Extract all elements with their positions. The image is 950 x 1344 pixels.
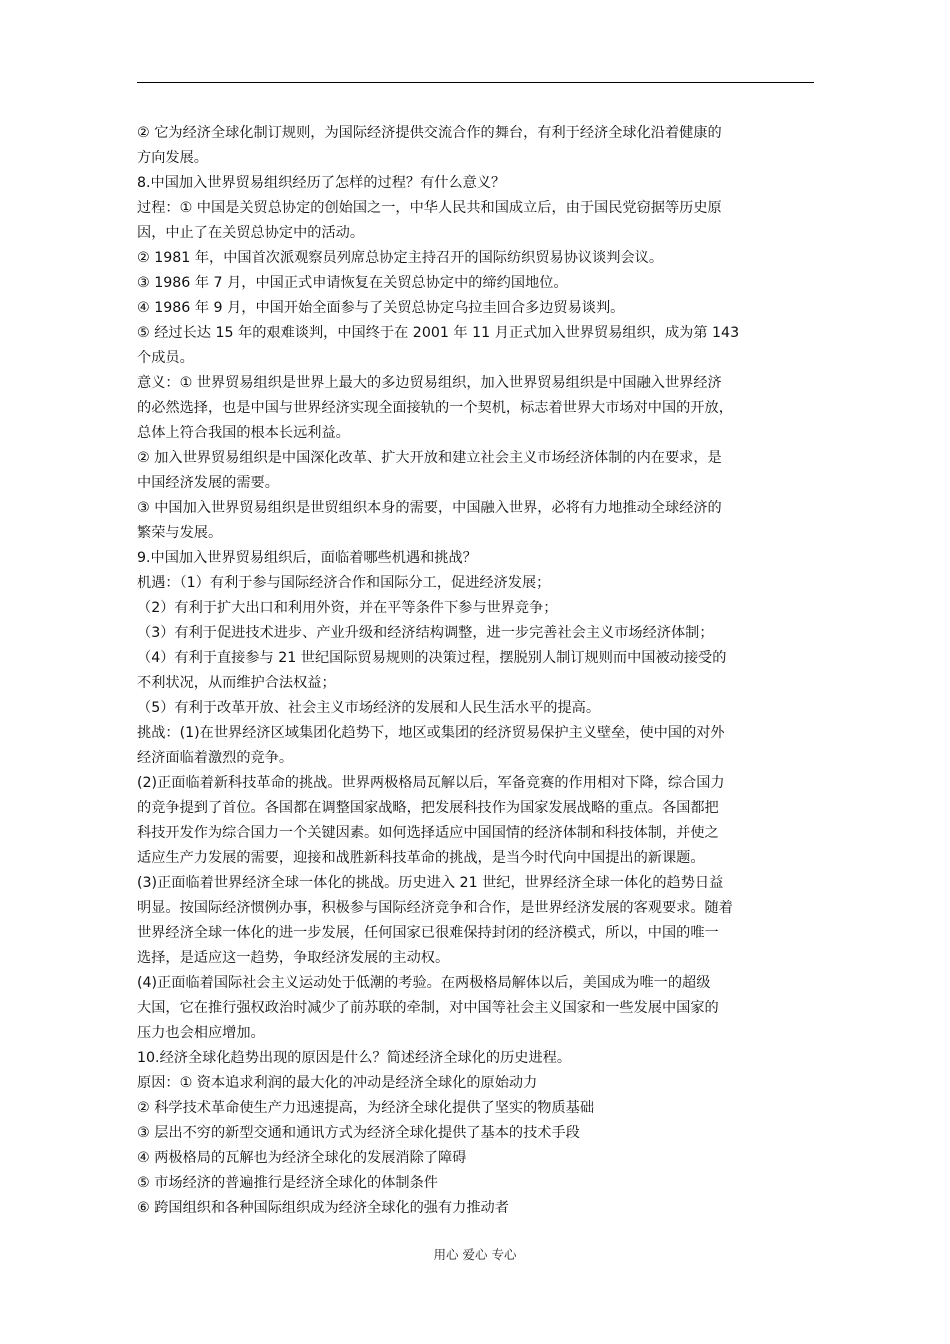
text-line: （4）有利于直接参与 21 世纪国际贸易规则的决策过程，摆脱别人制订规则而中国被动接受的 bbox=[137, 650, 727, 666]
text-line: ② 加入世界贸易组织是中国深化改革、扩大开放和建立社会主义市场经济体制的内在要求，是 bbox=[137, 450, 722, 466]
text-line: (3)正面临着世界经济全球一体化的挑战。历史进入 21 世纪，世界经济全球一体化的趋势日益 bbox=[137, 875, 724, 891]
text-line: 过程：① 中国是关贸总协定的创始国之一，中华人民共和国成立后，由于国民党窃据等历史原 bbox=[137, 200, 722, 216]
document-body bbox=[137, 121, 817, 1221]
header-rule bbox=[137, 82, 814, 83]
text-line: （2）有利于扩大出口和利用外资，并在平等条件下参与世界竞争； bbox=[137, 600, 558, 616]
text-line: 意义：① 世界贸易组织是世界上最大的多边贸易组织，加入世界贸易组织是中国融入世界经济 bbox=[137, 375, 722, 391]
text-line: 机遇：（1）有利于参与国际经济合作和国际分工，促进经济发展； bbox=[137, 575, 551, 591]
text-line: ⑤ 经过长达 15 年的艰难谈判，中国终于在 2001 年 11 月正式加入世界贸易组织，成为第 143 bbox=[137, 325, 740, 341]
text-line: ⑥ 跨国组织和各种国际组织成为经济全球化的强有力推动者 bbox=[137, 1200, 509, 1216]
text-line: 科技开发作为综合国力一个关键因素。如何选择适应中国国情的经济体制和科技体制，并使之 bbox=[137, 825, 719, 841]
text-line: 的竞争提到了首位。各国都在调整国家战略，把发展科技作为国家发展战略的重点。各国都把 bbox=[137, 800, 719, 816]
text-line: 原因：① 资本追求利润的最大化的冲动是经济全球化的原始动力 bbox=[137, 1075, 538, 1091]
text-line: 大国，它在推行强权政治时减少了前苏联的牵制，对中国等社会主义国家和一些发展中国家的 bbox=[137, 1000, 719, 1016]
text-line: 不利状况，从而维护合法权益； bbox=[137, 675, 336, 691]
text-line: 世界经济全球一体化的进一步发展，任何国家已很难保持封闭的经济模式，所以，中国的唯一 bbox=[137, 925, 719, 941]
text-line: 方向发展。 bbox=[137, 150, 208, 166]
text-line: ③ 1986 年 7 月，中国正式申请恢复在关贸总协定中的缔约国地位。 bbox=[137, 275, 568, 291]
text-line: 繁荣与发展。 bbox=[137, 525, 223, 541]
text-line: ② 1981 年，中国首次派观察员列席总协定主持召开的国际纺织贸易协议谈判会议。 bbox=[137, 250, 664, 266]
text-line: ④ 1986 年 9 月，中国开始全面参与了关贸总协定乌拉圭回合多边贸易谈判。 bbox=[137, 300, 625, 316]
text-line: 选择，是适应这一趋势，争取经济发展的主动权。 bbox=[137, 950, 450, 966]
text-line: （3）有利于促进技术进步、产业升级和经济结构调整，进一步完善社会主义市场经济体制； bbox=[137, 625, 714, 641]
text-line: 明显。按国际经济惯例办事，积极参与国际经济竞争和合作，是世界经济发展的客观要求。随着 bbox=[137, 900, 733, 916]
text-line: ② 它为经济全球化制订规则，为国际经济提供交流合作的舞台，有利于经济全球化沿着健康的 bbox=[137, 125, 722, 141]
text-line: 9.中国加入世界贸易组织后，面临着哪些机遇和挑战？ bbox=[137, 550, 477, 566]
text-line: 经济面临着激烈的竞争。 bbox=[137, 750, 294, 766]
text-line: (2)正面临着新科技革命的挑战。世界两极格局瓦解以后，军备竞赛的作用相对下降，综合国力 bbox=[137, 775, 725, 791]
text-line: （5）有利于改革开放、社会主义市场经济的发展和人民生活水平的提高。 bbox=[137, 700, 601, 716]
text-line: 中国经济发展的需要。 bbox=[137, 475, 279, 491]
text-line: ⑤ 市场经济的普遍推行是经济全球化的体制条件 bbox=[137, 1175, 438, 1191]
text-line: 总体上符合我国的根本长远利益。 bbox=[137, 425, 350, 441]
text-line: 10.经济全球化趋势出现的原因是什么？简述经济全球化的历史进程。 bbox=[137, 1050, 572, 1066]
text-line: 的必然选择，也是中国与世界经济实现全面接轨的一个契机，标志着世界大市场对中国的开放， bbox=[137, 400, 733, 416]
text-line: 压力也会相应增加。 bbox=[137, 1025, 265, 1041]
text-line: ③ 层出不穷的新型交通和通讯方式为经济全球化提供了基本的技术手段 bbox=[137, 1125, 580, 1141]
page-footer: 用心 爱心 专心 bbox=[433, 1247, 517, 1262]
text-line: ③ 中国加入世界贸易组织是世贸组织本身的需要，中国融入世界，必将有力地推动全球经济的 bbox=[137, 500, 722, 516]
text-line: 因，中止了在关贸总协定中的活动。 bbox=[137, 225, 365, 241]
text-line: 个成员。 bbox=[137, 350, 194, 366]
text-line: ② 科学技术革命使生产力迅速提高，为经济全球化提供了坚实的物质基础 bbox=[137, 1100, 595, 1116]
text-line: 适应生产力发展的需要，迎接和战胜新科技革命的挑战，是当今时代向中国提出的新课题。 bbox=[137, 850, 705, 866]
text-line: (4)正面临着国际社会主义运动处于低潮的考验。在两极格局解体以后，美国成为唯一的超级 bbox=[137, 975, 711, 991]
text-line: 挑战：(1)在世界经济区域集团化趋势下，地区或集团的经济贸易保护主义壁垒，使中国的对外 bbox=[137, 725, 725, 741]
text-line: ④ 两极格局的瓦解也为经济全球化的发展消除了障碍 bbox=[137, 1150, 467, 1166]
text-line: 8.中国加入世界贸易组织经历了怎样的过程？有什么意义？ bbox=[137, 175, 506, 191]
